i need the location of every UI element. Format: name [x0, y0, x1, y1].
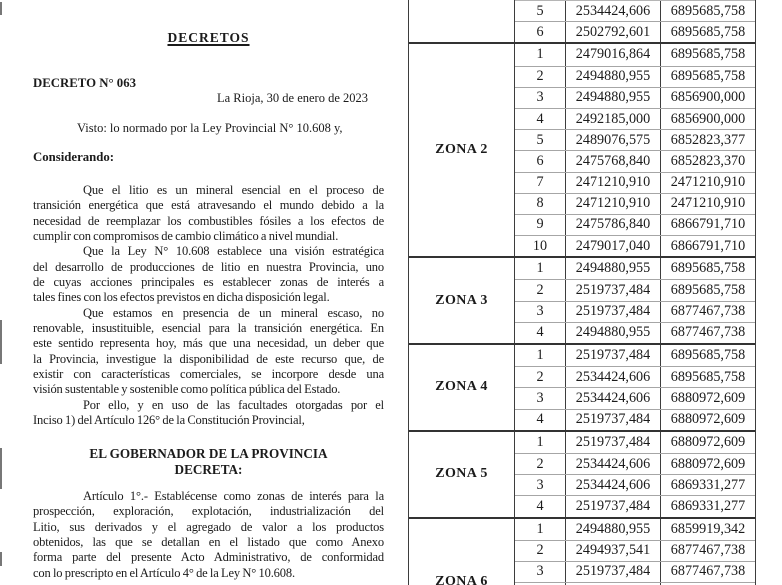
table-row: [515, 108, 755, 129]
cell-point-number: 2: [515, 541, 566, 561]
cell-coord-y: 6895685,758: [661, 367, 755, 387]
zone-section: [409, 0, 755, 44]
cell-coord-y: 6859919,342: [661, 519, 755, 540]
cell-point-number: 2: [515, 454, 566, 474]
zone-label: ZONA 2: [409, 44, 515, 256]
table-row: [515, 214, 755, 235]
cell-point-number: 6: [515, 22, 566, 42]
cell-coord-x: 2519737,484: [566, 345, 661, 366]
cell-coord-y: 6877467,738: [661, 562, 755, 582]
zone-section: [409, 258, 755, 345]
cell-point-number: 2: [515, 280, 566, 300]
table-row: [515, 129, 755, 150]
table-row: [515, 44, 755, 65]
text-line: Que estamos en presencia de un mineral escaso, no: [33, 306, 384, 321]
zone-rows: [515, 44, 755, 256]
text-line: con lo prescripto en el Artículo 4° de la Ley N° 10.608.: [33, 566, 384, 581]
zone-label: ZONA 3: [409, 258, 515, 343]
cell-coord-y: 6895685,758: [661, 1, 755, 21]
text-line: tales fines con los efectos previstos en dicha disposición legal.: [33, 290, 384, 305]
cell-coord-y: 6877467,738: [661, 323, 755, 343]
text-line: visión sustentable y sostenible como política pública del Estado.: [33, 382, 384, 397]
cell-point-number: 2: [515, 67, 566, 87]
cell-coord-x: 2479017,040: [566, 236, 661, 256]
table-row: [515, 345, 755, 366]
zone-rows: [515, 345, 755, 430]
zone-section: [409, 345, 755, 432]
text-line: del desarrollo de producciones de litio en nuestra Provincia, uno: [33, 260, 384, 275]
cell-coord-y: 2471210,910: [661, 173, 755, 193]
cell-coord-y: 6856900,000: [661, 109, 755, 129]
cell-coord-y: 6866791,710: [661, 215, 755, 235]
scan-artifact: [0, 448, 2, 489]
scan-artifact: [0, 320, 2, 364]
table-row: [515, 301, 755, 322]
table-row: [515, 235, 755, 256]
table-row: [515, 258, 755, 279]
cell-coord-x: 2519737,484: [566, 302, 661, 322]
cell-coord-y: 6852823,370: [661, 151, 755, 171]
table-row: [515, 561, 755, 582]
cell-point-number: 5: [515, 1, 566, 21]
cell-coord-y: 6895685,758: [661, 22, 755, 42]
cell-coord-y: 6869331,277: [661, 496, 755, 516]
cell-point-number: 3: [515, 562, 566, 582]
text-line: Litio, sus derivados y el agregado de valor a los productos: [33, 520, 384, 535]
text-line: prospección, exploración, explotación, industrialización del: [33, 504, 384, 519]
visto-line: Visto: lo normado por la Ley Provincial N° 10.608 y,: [33, 121, 384, 136]
text-line: Que la Ley N° 10.608 establece una visión estratégica: [33, 244, 384, 259]
cell-coord-y: 6877467,738: [661, 541, 755, 561]
governor-line: EL GOBERNADOR DE LA PROVINCIA: [33, 446, 384, 462]
considerando-paragraphs: [33, 183, 384, 429]
text-line: Inciso 1) del Artículo 126° de la Constitución Provincial,: [33, 413, 384, 428]
cell-coord-x: 2519737,484: [566, 432, 661, 453]
cell-point-number: 3: [515, 302, 566, 322]
cell-point-number: 3: [515, 388, 566, 408]
cell-coord-y: 6880972,609: [661, 410, 755, 430]
cell-point-number: 4: [515, 410, 566, 430]
cell-point-number: 1: [515, 519, 566, 540]
zone-label: ZONA 5: [409, 432, 515, 517]
decree-text-column: [33, 0, 384, 584]
cell-coord-x: 2475768,840: [566, 151, 661, 171]
cell-point-number: 2: [515, 367, 566, 387]
cell-coord-y: 6880972,609: [661, 432, 755, 453]
table-row: [515, 540, 755, 561]
text-line: la Provincia, investigue la disponibilidad de este recurso que, de: [33, 352, 384, 367]
decree-number: DECRETO N° 063: [33, 76, 136, 91]
page-title: DECRETOS: [167, 30, 249, 45]
cell-point-number: 4: [515, 496, 566, 516]
cell-coord-y: 6856900,000: [661, 88, 755, 108]
zone-section: [409, 432, 755, 519]
cell-coord-x: 2534424,606: [566, 388, 661, 408]
text-line: obtenidos, las que se detallan en el listado que como Anexo: [33, 535, 384, 550]
cell-coord-x: 2471210,910: [566, 194, 661, 214]
table-row: [515, 519, 755, 540]
cell-coord-x: 2494880,955: [566, 88, 661, 108]
cell-point-number: 7: [515, 173, 566, 193]
zone-section: [409, 519, 755, 585]
zone-rows: [515, 519, 755, 585]
cell-coord-y: 6852823,377: [661, 130, 755, 150]
cell-coord-x: 2494880,955: [566, 258, 661, 279]
section-title-row: [33, 29, 384, 47]
cell-coord-x: 2471210,910: [566, 173, 661, 193]
cell-point-number: 10: [515, 236, 566, 256]
table-row: [515, 453, 755, 474]
cell-coord-x: 2489076,575: [566, 130, 661, 150]
decreta-line: DECRETA:: [33, 462, 384, 478]
text-line: Por ello, y en uso de las facultades otorgadas por el: [33, 398, 384, 413]
table-row: [515, 387, 755, 408]
cell-coord-y: 6895685,758: [661, 345, 755, 366]
cell-point-number: 8: [515, 194, 566, 214]
text-line: necesidad de reemplazar los combustibles fósiles a los efectos de: [33, 214, 384, 229]
cell-coord-y: 6877467,738: [661, 302, 755, 322]
cell-point-number: 1: [515, 345, 566, 366]
cell-coord-x: 2519737,484: [566, 280, 661, 300]
cell-coord-y: 2471210,910: [661, 194, 755, 214]
cell-coord-x: 2519737,484: [566, 562, 661, 582]
governor-heading: [33, 446, 384, 477]
cell-coord-x: 2494880,955: [566, 323, 661, 343]
text-line: existir con características comerciales, se incorpore desde una: [33, 367, 384, 382]
scan-artifact: [0, 552, 2, 566]
table-row: [515, 66, 755, 87]
text-line: forma parte del presente Acto Administrativo, de conformidad: [33, 550, 384, 565]
text-line: transición energética que está atravesando el mundo debido a la: [33, 198, 384, 213]
table-row: [515, 409, 755, 430]
cell-coord-y: 6895685,758: [661, 280, 755, 300]
cell-coord-y: 6880972,609: [661, 388, 755, 408]
cell-coord-x: 2519737,484: [566, 410, 661, 430]
zone-rows: [515, 0, 755, 42]
cell-coord-x: 2494880,955: [566, 519, 661, 540]
cell-coord-x: 2502792,601: [566, 22, 661, 42]
cell-coord-y: 6880972,609: [661, 454, 755, 474]
cell-coord-x: 2494937,541: [566, 541, 661, 561]
cell-coord-x: 2534424,606: [566, 454, 661, 474]
table-row: [515, 474, 755, 495]
text-line: Artículo 1°.- Establécense como zonas de interés para la: [33, 489, 384, 504]
cell-point-number: 5: [515, 130, 566, 150]
cell-point-number: 3: [515, 88, 566, 108]
zone-rows: [515, 258, 755, 343]
text-line: este sentido representa hoy, más que una necesidad, un deber que: [33, 336, 384, 351]
table-row: [515, 87, 755, 108]
cell-coord-x: 2534424,606: [566, 475, 661, 495]
table-row: [515, 150, 755, 171]
table-row: [515, 193, 755, 214]
articulo-paragraph: [33, 489, 384, 581]
annex-coordinates-table: [408, 0, 756, 585]
cell-point-number: 9: [515, 215, 566, 235]
cell-coord-x: 2494880,955: [566, 67, 661, 87]
scan-artifact: [0, 2, 2, 15]
cell-coord-x: 2475786,840: [566, 215, 661, 235]
table-row: [515, 0, 755, 21]
zone-label: ZONA 4: [409, 345, 515, 430]
cell-coord-y: 6869331,277: [661, 475, 755, 495]
text-line: cumplir con compromisos de cambio climático a nivel mundial.: [33, 229, 384, 244]
cell-coord-y: 6895685,758: [661, 67, 755, 87]
table-row: [515, 322, 755, 343]
zone-label: [409, 0, 515, 42]
text-line: de cuyas acciones principales es establecer zonas de interés a: [33, 275, 384, 290]
dateline: La Rioja, 30 de enero de 2023: [33, 91, 384, 106]
considerando-label: Considerando:: [33, 150, 114, 165]
cell-coord-x: 2519737,484: [566, 496, 661, 516]
table-row: [515, 279, 755, 300]
cell-coord-y: 6866791,710: [661, 236, 755, 256]
cell-coord-x: 2479016,864: [566, 44, 661, 65]
zone-section: [409, 44, 755, 258]
zone-rows: [515, 432, 755, 517]
table-row: [515, 21, 755, 42]
cell-point-number: 1: [515, 44, 566, 65]
cell-point-number: 3: [515, 475, 566, 495]
cell-coord-y: 6895685,758: [661, 258, 755, 279]
cell-point-number: 4: [515, 109, 566, 129]
text-line: Que el litio es un mineral esencial en el proceso de: [33, 183, 384, 198]
cell-coord-x: 2534424,606: [566, 367, 661, 387]
zone-label: ZONA 6: [409, 519, 515, 585]
cell-coord-x: 2534424,606: [566, 1, 661, 21]
cell-point-number: 1: [515, 258, 566, 279]
cell-coord-y: 6895685,758: [661, 44, 755, 65]
cell-coord-x: 2492185,000: [566, 109, 661, 129]
table-row: [515, 495, 755, 516]
table-row: [515, 172, 755, 193]
cell-point-number: 1: [515, 432, 566, 453]
cell-point-number: 6: [515, 151, 566, 171]
text-line: renovable, insustituible, esencial para la transición energética. En: [33, 321, 384, 336]
cell-point-number: 4: [515, 323, 566, 343]
table-row: [515, 366, 755, 387]
table-row: [515, 432, 755, 453]
